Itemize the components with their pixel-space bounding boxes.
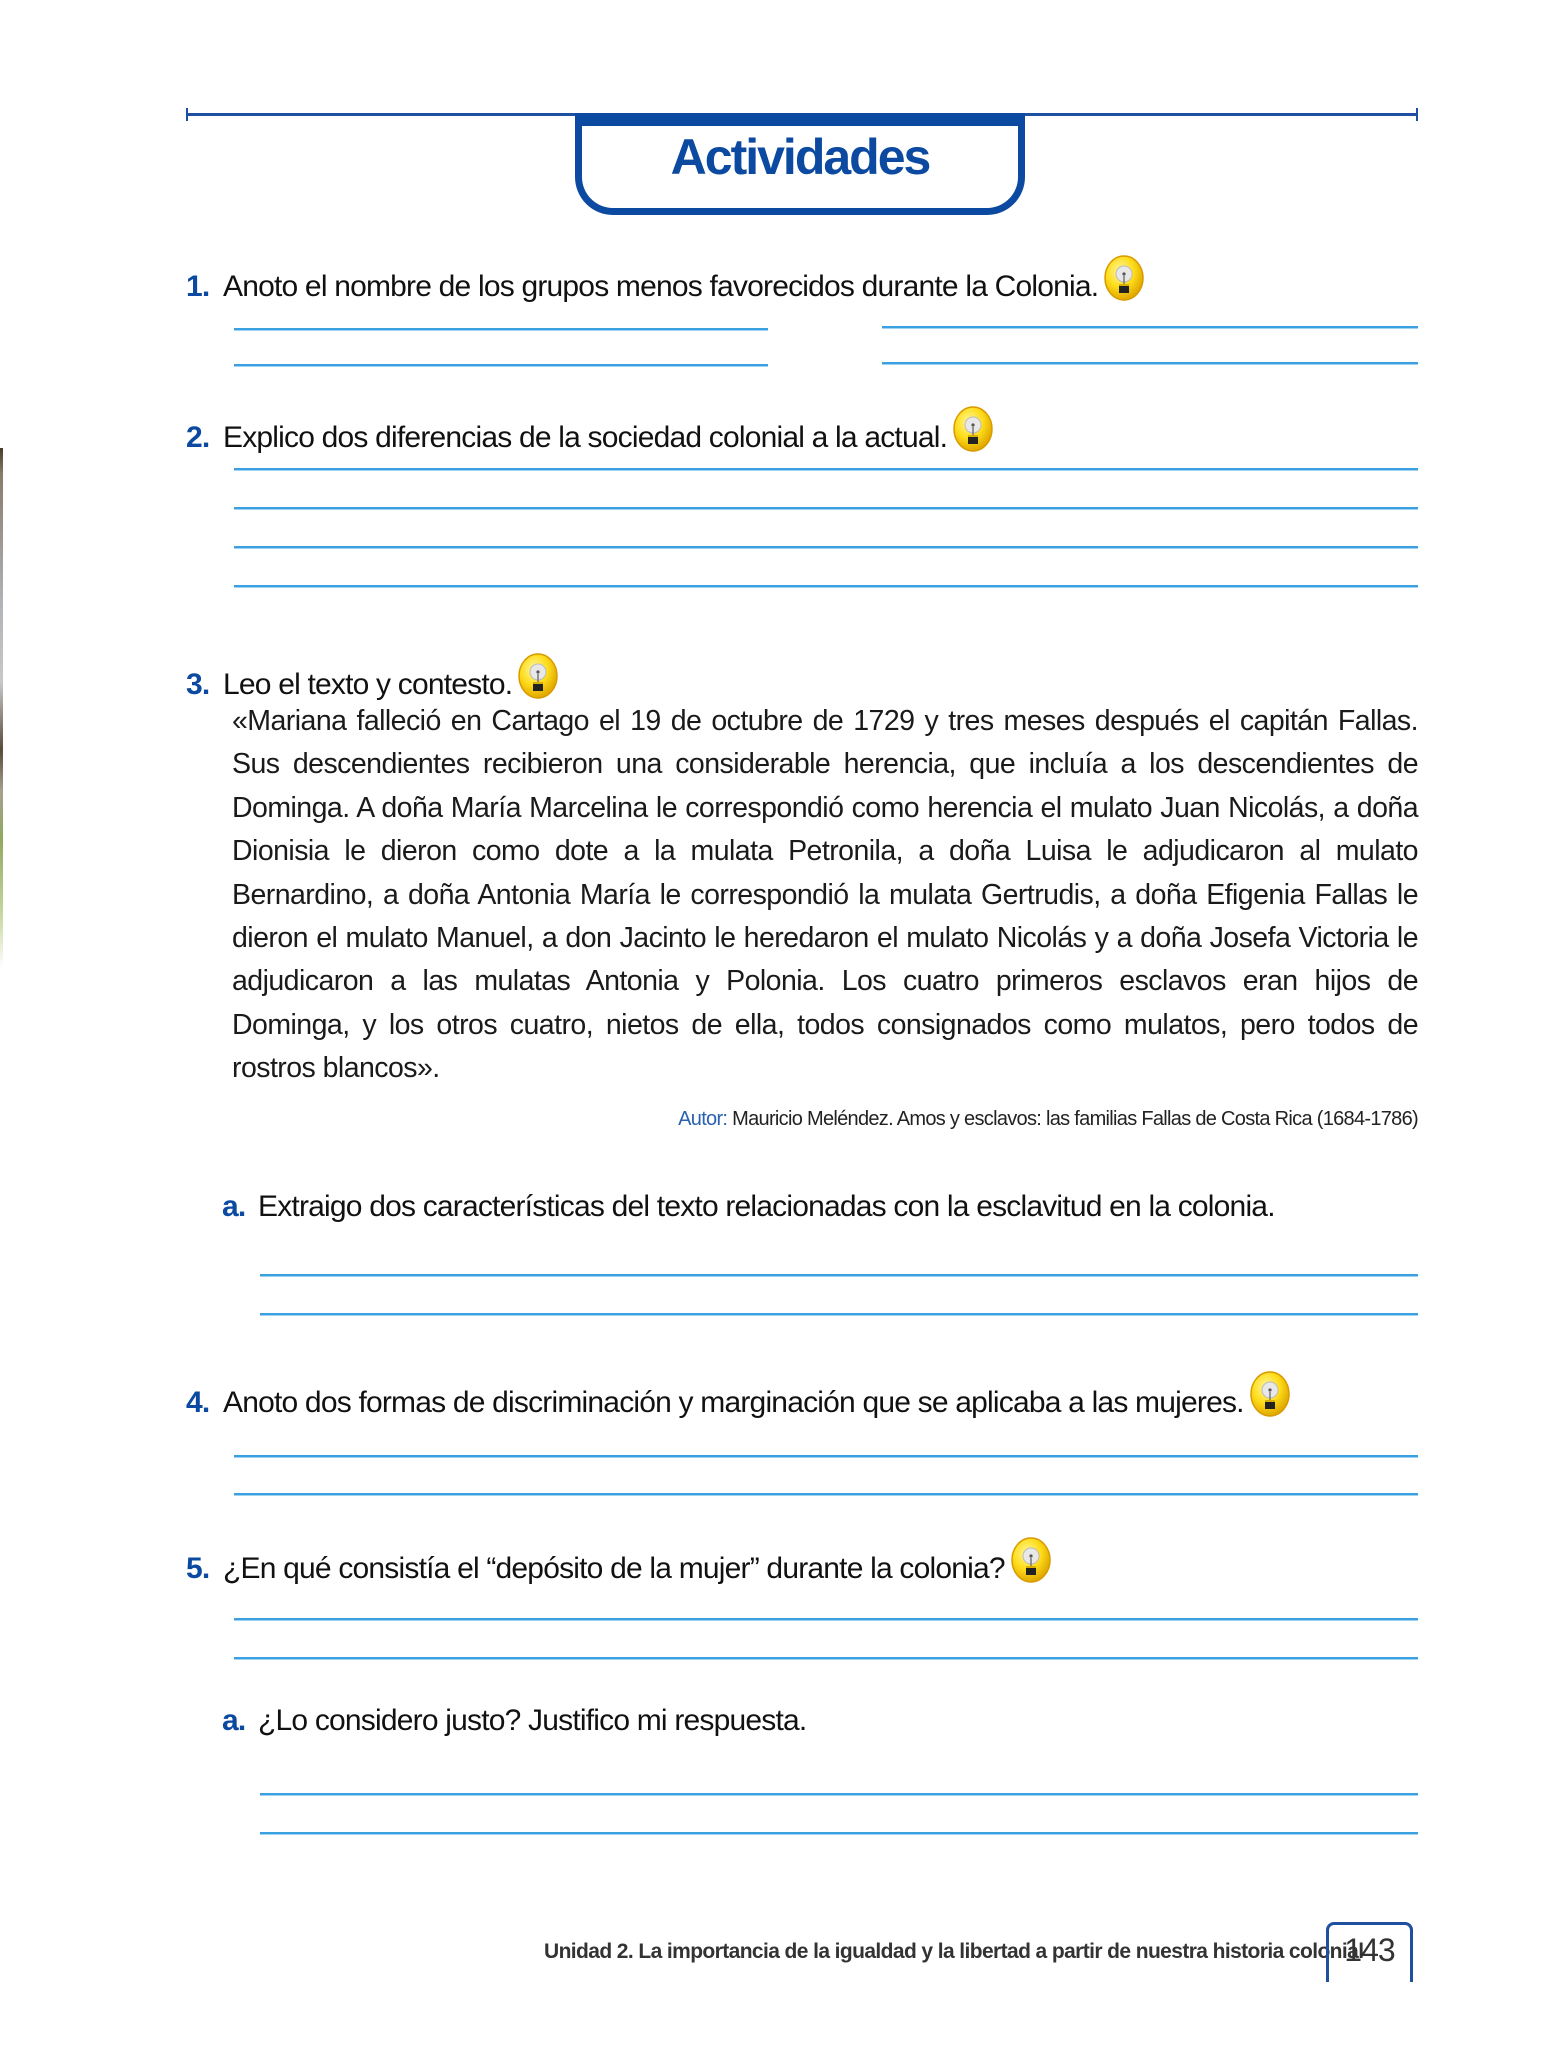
page-number: 143	[1344, 1932, 1395, 1968]
question-2	[186, 405, 995, 455]
lightbulb-icon	[1009, 1536, 1053, 1584]
question-5	[186, 1536, 1053, 1586]
answer-line[interactable]	[234, 364, 768, 367]
answer-line[interactable]	[260, 1793, 1418, 1796]
question-text: Anoto dos formas de discriminación y marginación que se aplicaba a las mujeres.	[223, 1386, 1244, 1419]
question-1	[186, 254, 1146, 304]
lightbulb-icon	[1102, 254, 1146, 302]
question-text: ¿En qué consistía el “depósito de la mujer” durante la colonia?	[223, 1552, 1005, 1585]
page-title: Actividades	[670, 129, 930, 185]
answer-line[interactable]	[234, 328, 768, 331]
question-3a	[222, 1190, 1275, 1224]
answer-line[interactable]	[234, 546, 1418, 549]
subquestion-letter: a.	[222, 1704, 246, 1737]
question-number: 3.	[186, 668, 210, 701]
lightbulb-icon	[1248, 1370, 1292, 1418]
question-number: 5.	[186, 1552, 210, 1585]
citation-label: Autor:	[678, 1108, 728, 1130]
answer-line[interactable]	[234, 585, 1418, 588]
question-text: Explico dos diferencias de la sociedad colonial a la actual.	[223, 421, 948, 454]
footer-unit-title: Unidad 2. La importancia de la igualdad y la libertad a partir de nuestra historia colonial	[544, 1940, 1364, 1963]
answer-line[interactable]	[234, 507, 1418, 510]
subquestion-text: ¿Lo considero justo? Justifico mi respuesta.	[258, 1704, 807, 1737]
question-text: Anoto el nombre de los grupos menos favorecidos durante la Colonia.	[223, 270, 1099, 303]
citation	[678, 1108, 1418, 1131]
question-3	[186, 652, 560, 702]
answer-line[interactable]	[260, 1274, 1418, 1277]
subquestion-letter: a.	[222, 1190, 246, 1223]
lightbulb-icon	[516, 652, 560, 700]
answer-line[interactable]	[234, 1455, 1418, 1458]
answer-line[interactable]	[234, 468, 1418, 471]
answer-line[interactable]	[234, 1493, 1418, 1496]
answer-line[interactable]	[260, 1313, 1418, 1316]
answer-line[interactable]	[260, 1832, 1418, 1835]
answer-line[interactable]	[234, 1657, 1418, 1660]
reading-passage: «Mariana falleció en Cartago el 19 de octubre de 1729 y tres meses después el capitán Fallas. Sus descendientes recibieron una considerable herencia, que incluía a los descendientes de Dominga. A doña María Marcelina le correspondió como herencia el mulato Juan Nicolás, a doña Dionisia le dieron como dote a la mulata Petronila, a doña Luisa le adjudicaron al mulato Bernardino, a doña Antonia María le correspondió la mulata Gertrudis, a doña Efigenia Fallas le dieron el mulato Manuel, a don Jacinto le heredaron el mulato Nicolás y a doña Josefa Victoria le adjudicaron a las mulatas Antonia y Polonia. Los cuatro primeros esclavos eran hijos de Dominga, y los otros cuatro, nietos de ella, todos consignados como mulatos, pero todos de rostros blancos».	[232, 705, 1418, 1085]
question-5a	[222, 1704, 806, 1738]
answer-line[interactable]	[234, 1618, 1418, 1621]
question-number: 4.	[186, 1386, 210, 1419]
question-number: 1.	[186, 270, 210, 303]
lightbulb-icon	[951, 405, 995, 453]
adjacent-page-edge	[0, 448, 3, 968]
question-4	[186, 1370, 1292, 1420]
question-number: 2.	[186, 421, 210, 454]
answer-line[interactable]	[882, 362, 1418, 365]
subquestion-text: Extraigo dos características del texto relacionadas con la esclavitud en la colonia.	[258, 1190, 1275, 1223]
citation-text: Mauricio Meléndez. Amos y esclavos: las familias Fallas de Costa Rica (1684-1786)	[727, 1108, 1418, 1130]
answer-line[interactable]	[882, 326, 1418, 329]
question-text: Leo el texto y contesto.	[223, 668, 513, 701]
